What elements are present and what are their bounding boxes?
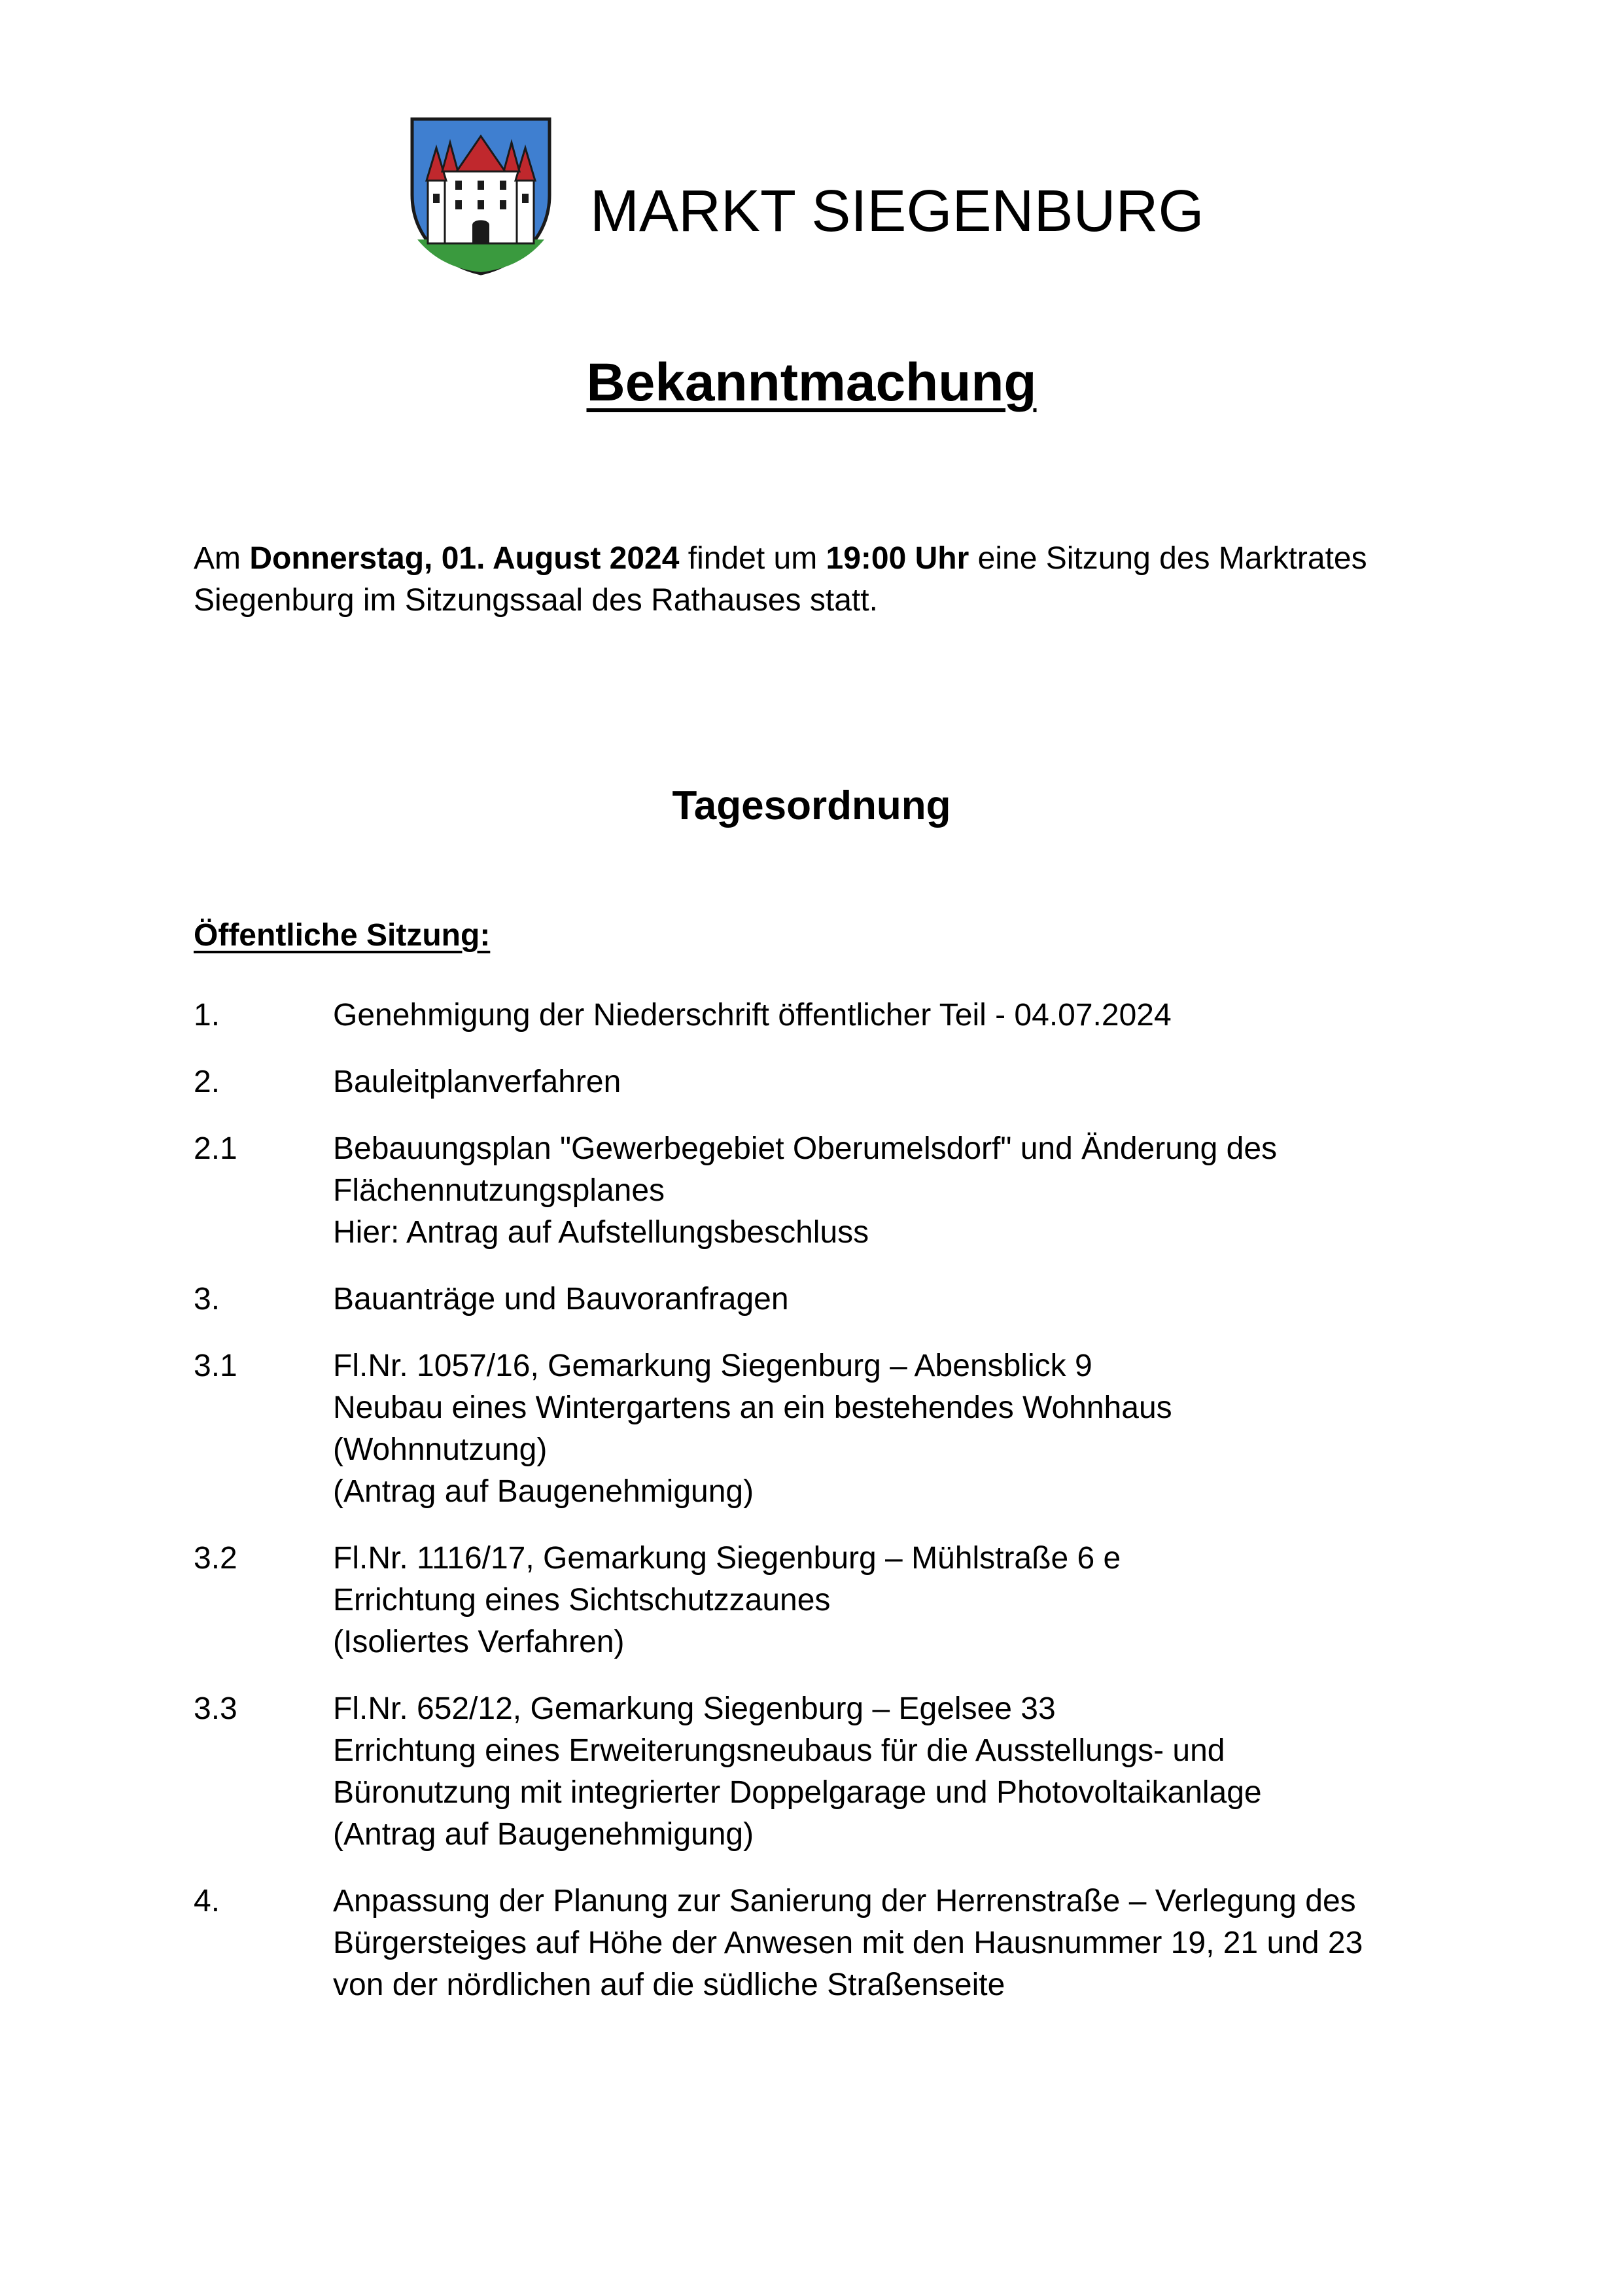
organization-name: MARKT SIEGENBURG [590,179,1204,244]
agenda-item-text [333,995,1443,1036]
agenda-item [194,1538,1443,1663]
agenda-item-text [333,1128,1443,1254]
agenda-item-line: Bauleitplanverfahren [333,1065,621,1099]
agenda-list [194,995,1443,2031]
agenda-item-line: (Isoliertes Verfahren) [333,1625,625,1659]
agenda-title: Tagesordnung [672,783,951,828]
agenda-item-text [333,1279,1443,1320]
agenda-item-text [333,1061,1443,1103]
agenda-item-line: (Antrag auf Baugenehmigung) [333,1474,754,1509]
agenda-item [194,1345,1443,1513]
agenda-item-number: 1. [194,998,220,1033]
agenda-item-line: Errichtung eines Erweiterungsneubaus für die Ausstellungs- und [333,1733,1225,1768]
agenda-item-line: von der nördlichen auf die südliche Straßenseite [333,1968,1005,2002]
agenda-item-number: 3.3 [194,1691,237,1726]
document-title: Bekanntmachung [586,353,1037,412]
agenda-item-line: Neubau eines Wintergartens an ein bestehendes Wohnhaus [333,1390,1172,1425]
agenda-item-line: Fl.Nr. 652/12, Gemarkung Siegenburg – Egelsee 33 [333,1691,1056,1726]
agenda-item-text [333,1538,1443,1663]
agenda-item-number: 3. [194,1282,220,1316]
agenda-item-text [333,1345,1443,1513]
agenda-item-line: (Antrag auf Baugenehmigung) [333,1817,754,1852]
agenda-item-text [333,1881,1443,2006]
agenda-item [194,995,1443,1036]
agenda-item-number: 4. [194,1884,220,1918]
agenda-item-line: Flächennutzungsplanes [333,1173,665,1208]
agenda-item [194,1688,1443,1856]
agenda-item [194,1061,1443,1103]
agenda-item-line: Anpassung der Planung zur Sanierung der Herrenstraße – Verlegung des [333,1884,1356,1918]
agenda-item-line: (Wohnnutzung) [333,1432,548,1467]
agenda-item-number: 3.1 [194,1349,237,1383]
agenda-item-number: 3.2 [194,1541,237,1576]
section-title: Öffentliche Sitzung: [194,918,491,953]
meeting-date: Donnerstag, 01. August 2024 [249,541,680,576]
agenda-item [194,1128,1443,1254]
agenda-item-line: Errichtung eines Sichtschutzzaunes [333,1583,831,1617]
agenda-item [194,1279,1443,1320]
agenda-item-line: Bürgersteiges auf Höhe der Anwesen mit den Hausnummer 19, 21 und 23 [333,1926,1363,1960]
agenda-item-number: 2. [194,1065,220,1099]
agenda-item-line: Bebauungsplan "Gewerbegebiet Oberumelsdorf" und Änderung des [333,1131,1278,1166]
agenda-item [194,1881,1443,2006]
agenda-item-line: Genehmigung der Niederschrift öffentlicher Teil - 04.07.2024 [333,998,1172,1033]
coat-of-arms-icon [410,116,552,276]
agenda-item-number: 2.1 [194,1131,237,1166]
agenda-item-text [333,1688,1443,1856]
agenda-item-line: Büronutzung mit integrierter Doppelgarage und Photovoltaikanlage [333,1775,1262,1810]
agenda-item-line: Fl.Nr. 1057/16, Gemarkung Siegenburg – Abensblick 9 [333,1349,1092,1383]
agenda-item-line: Fl.Nr. 1116/17, Gemarkung Siegenburg – Mühlstraße 6 e [333,1541,1121,1576]
intro-paragraph: Am Donnerstag, 01. August 2024 findet um 19:00 Uhr eine Sitzung des Marktrates Siegenburg im Sitzungssaal des Rathauses statt. [194,541,1367,618]
meeting-time: 19:00 Uhr [826,541,969,576]
agenda-item-line: Bauanträge und Bauvoranfragen [333,1282,789,1316]
agenda-item-line: Hier: Antrag auf Aufstellungsbeschluss [333,1215,869,1250]
